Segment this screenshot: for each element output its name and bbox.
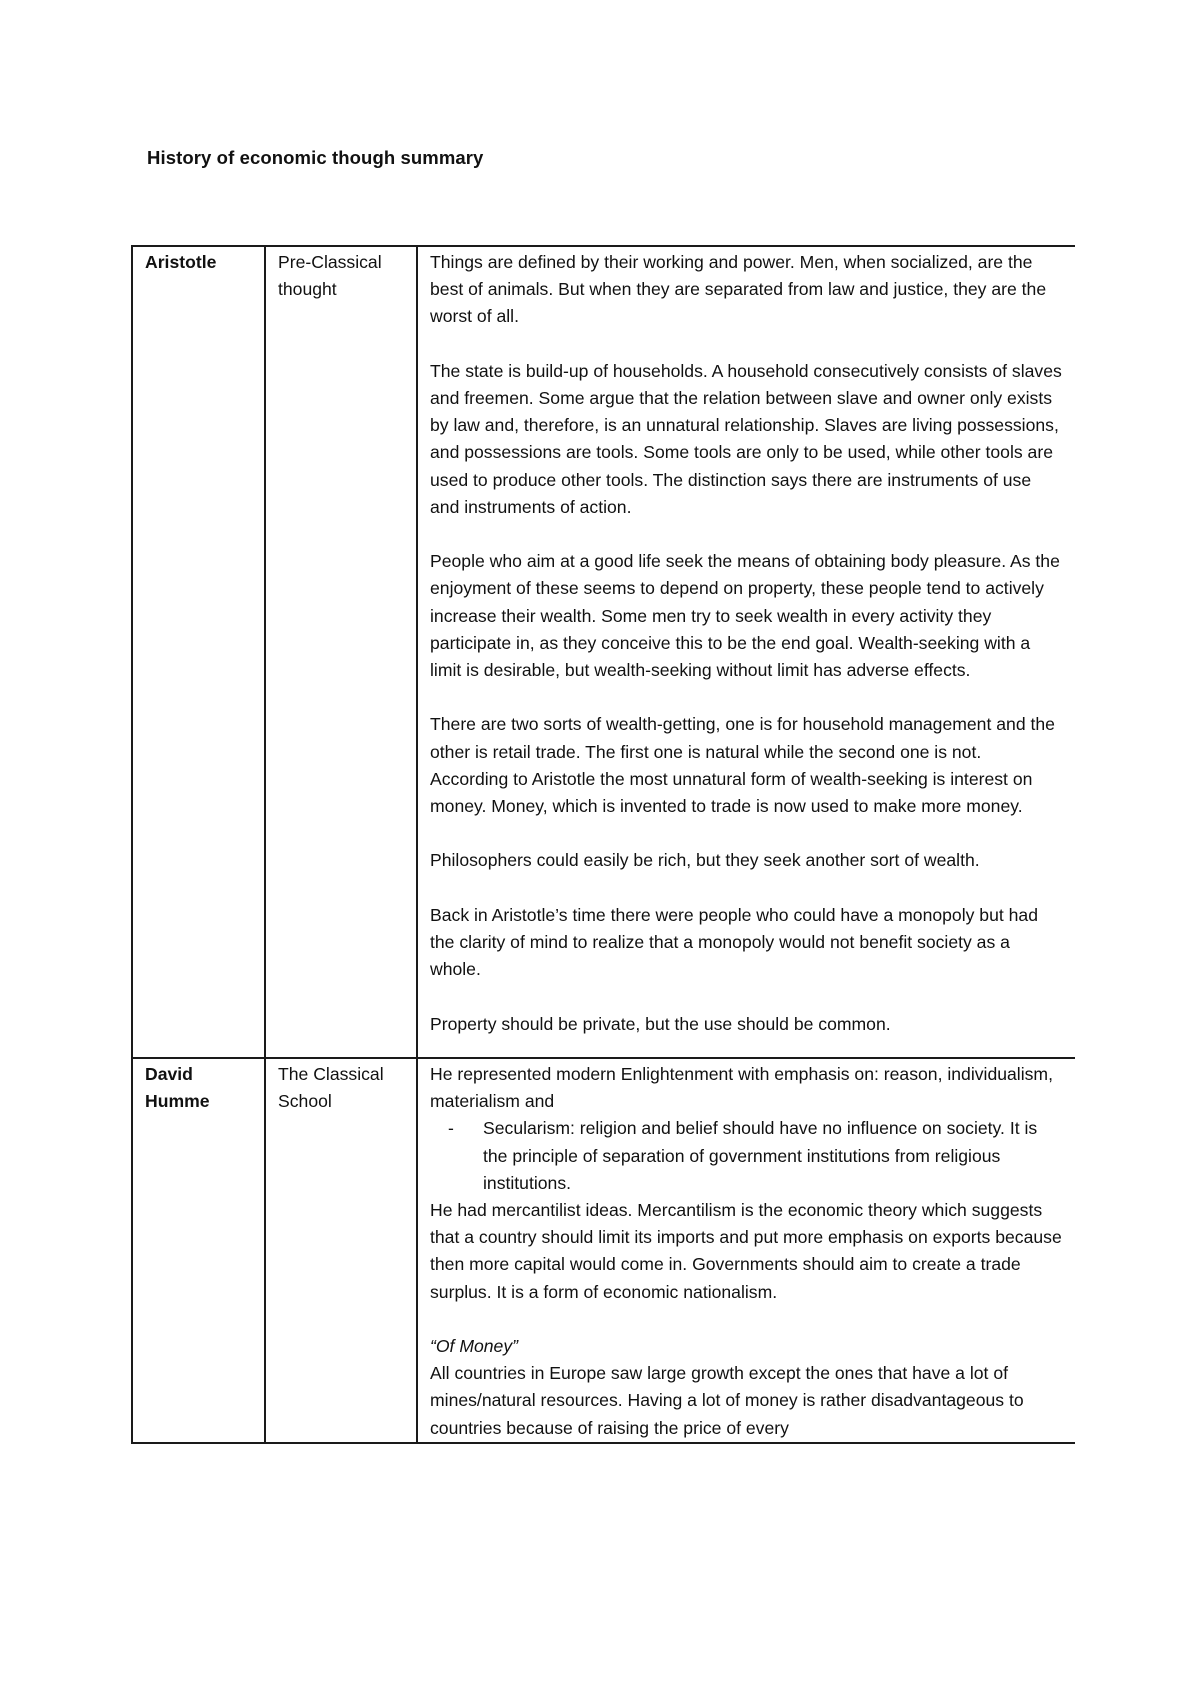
summary-cell [417, 1058, 1075, 1443]
school-cell: The Classical School [265, 1058, 417, 1443]
paragraph: All countries in Europe saw large growth except the ones that have a lot of mines/natural resources. Having a lot of money is rather disadvantageous to countries because of raising the price of every [430, 1363, 1024, 1438]
thinker-cell: David Humme [132, 1058, 265, 1443]
paragraph: Things are defined by their working and power. Men, when socialized, are the best of animals. But when they are separated from law and justice, they are the worst of all. [430, 252, 1047, 327]
bullet-marker: - [448, 1118, 454, 1139]
section-heading: “Of Money” [430, 1336, 518, 1357]
list-item [448, 1115, 1063, 1197]
paragraph: Back in Aristotle’s time there were people who could have a monopoly but had the clarity of mind to realize that a monopoly would not benefit society as a whole. [430, 904, 1038, 980]
summary-table [131, 245, 1075, 1444]
table-row [132, 1058, 1075, 1443]
school-cell: Pre-Classical thought [265, 246, 417, 1058]
paragraph: Philosophers could easily be rich, but they seek another sort of wealth. [430, 850, 980, 871]
thinker-cell: Aristotle [132, 246, 265, 1058]
paragraph: The state is build-up of households. A household consecutively consists of slaves and freemen. Some argue that the relation between slave and owner only exists by law and, therefore, is an unnatural relationship. Slaves are living possessions, and possessions are tools. Some tools are only to be used, while other tools are used to produce other tools. The distinction says there are instruments of use and instruments of action. [430, 360, 1062, 517]
paragraph: There are two sorts of wealth-getting, one is for household management and the other is retail trade. The first one is natural while the second one is not. According to Aristotle the most unnatural form of wealth-seeking is interest on money. Money, which is invented to trade is now used to make more money. [430, 714, 1055, 817]
table-row [132, 246, 1075, 1058]
bullet-list [430, 1115, 1063, 1197]
paragraph: He had mercantilist ideas. Mercantilism is the economic theory which suggests that a country should limit its imports and put more emphasis on exports because then more capital would come in. Governments should aim to create a trade surplus. It is a form of economic nationalism. [430, 1200, 1062, 1302]
list-item-text: Secularism: religion and belief should have no influence on society. It is the principle of separation of government institutions from religious institutions. [483, 1118, 1038, 1193]
document-title: History of economic though summary [147, 147, 484, 168]
paragraph: Property should be private, but the use should be common. [430, 1013, 891, 1034]
paragraph: People who aim at a good life seek the means of obtaining body pleasure. As the enjoyment of these seems to depend on property, these people tend to actively increase their wealth. Some men try to seek wealth in every activity they participate in, as they conceive this to be the end goal. Wealth-seeking with a limit is desirable, but wealth-seeking without limit has adverse effects. [430, 551, 1060, 681]
summary-table-container [131, 245, 1075, 1557]
summary-cell [417, 246, 1075, 1058]
paragraph: He represented modern Enlightenment with emphasis on: reason, individualism, materialism and [430, 1064, 1053, 1112]
